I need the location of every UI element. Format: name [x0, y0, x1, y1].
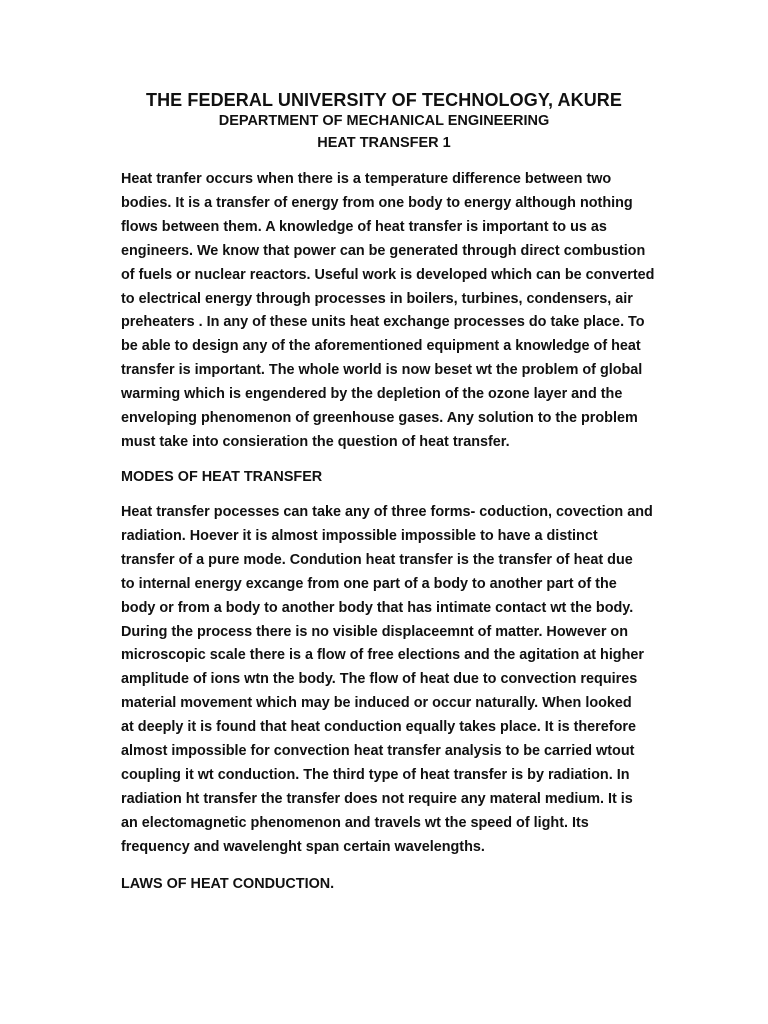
modes-paragraph	[121, 501, 681, 860]
paragraph-line: be able to design any of the aforementioned equipment a knowledge of heat	[121, 338, 641, 355]
paragraph-line: transfer of a pure mode. Condution heat transfer is the transfer of heat due	[121, 551, 633, 568]
intro-paragraph	[121, 168, 681, 455]
paragraph-line: at deeply it is found that heat conduction equally takes place. It is therefore	[121, 719, 636, 736]
paragraph-line: During the process there is no visible displaceemnt of matter. However on	[121, 623, 629, 640]
paragraph-line: warming which is engendered by the depletion of the ozone layer and the	[121, 386, 623, 403]
section-heading-laws: LAWS OF HEAT CONDUCTION.	[121, 876, 335, 892]
paragraph-line: engineers. We know that power can be generated through direct combustion	[121, 242, 646, 259]
paragraph-line: microscopic scale there is a flow of free elections and the agitation at higher	[121, 647, 644, 664]
paragraph-line: transfer is important. The whole world is now beset wt the problem of global	[121, 362, 643, 379]
course-heading: HEAT TRANSFER 1	[317, 135, 451, 151]
paragraph-line: radiation. Hoever it is almost impossible impossible to have a distinct	[121, 527, 598, 544]
paragraph-line: flows between them. A knowledge of heat transfer is important to us as	[121, 218, 607, 235]
paragraph-line: frequency and wavelenght span certain wavelengths.	[121, 838, 485, 855]
paragraph-line: coupling it wt conduction. The third type of heat transfer is by radiation. In	[121, 766, 630, 783]
paragraph-line: an electomagnetic phenomenon and travels wt the speed of light. Its	[121, 814, 589, 831]
section-heading-modes: MODES OF HEAT TRANSFER	[121, 469, 323, 485]
paragraph-line: enveloping phenomenon of greenhouse gases. Any solution to the problem	[121, 410, 638, 427]
paragraph-line: radiation ht transfer the transfer does not require any materal medium. It is	[121, 790, 633, 807]
paragraph-line: must take into consieration the question of heat transfer.	[121, 433, 510, 450]
paragraph-line: Heat tranfer occurs when there is a temperature difference between two	[121, 171, 612, 187]
paragraph-line: Heat transfer pocesses can take any of three forms- coduction, covection and	[121, 504, 653, 520]
paragraph-line: almost impossible for convection heat transfer analysis to be carried wtout	[121, 743, 635, 760]
paragraph-line: of fuels or nuclear reactors. Useful work is developed which can be converted	[121, 266, 655, 283]
paragraph-line: material movement which may be induced or occur naturally. When looked	[121, 695, 632, 712]
paragraph-line: amplitude of ions wtn the body. The flow of heat due to convection requires	[121, 671, 638, 688]
paragraph-line: preheaters . In any of these units heat exchange processes do take place. To	[121, 314, 645, 331]
paragraph-line: to electrical energy through processes in boilers, turbines, condensers, air	[121, 290, 633, 307]
paragraph-line: to internal energy excange from one part of a body to another part of the	[121, 575, 617, 592]
page-title: THE FEDERAL UNIVERSITY OF TECHNOLOGY, AKURE	[145, 90, 622, 110]
paragraph-line: body or from a body to another body that has intimate contact wt the body.	[121, 599, 634, 616]
department-heading: DEPARTMENT OF MECHANICAL ENGINEERING	[218, 113, 550, 129]
paragraph-line: bodies. It is a transfer of energy from one body to energy although nothing	[121, 194, 633, 211]
